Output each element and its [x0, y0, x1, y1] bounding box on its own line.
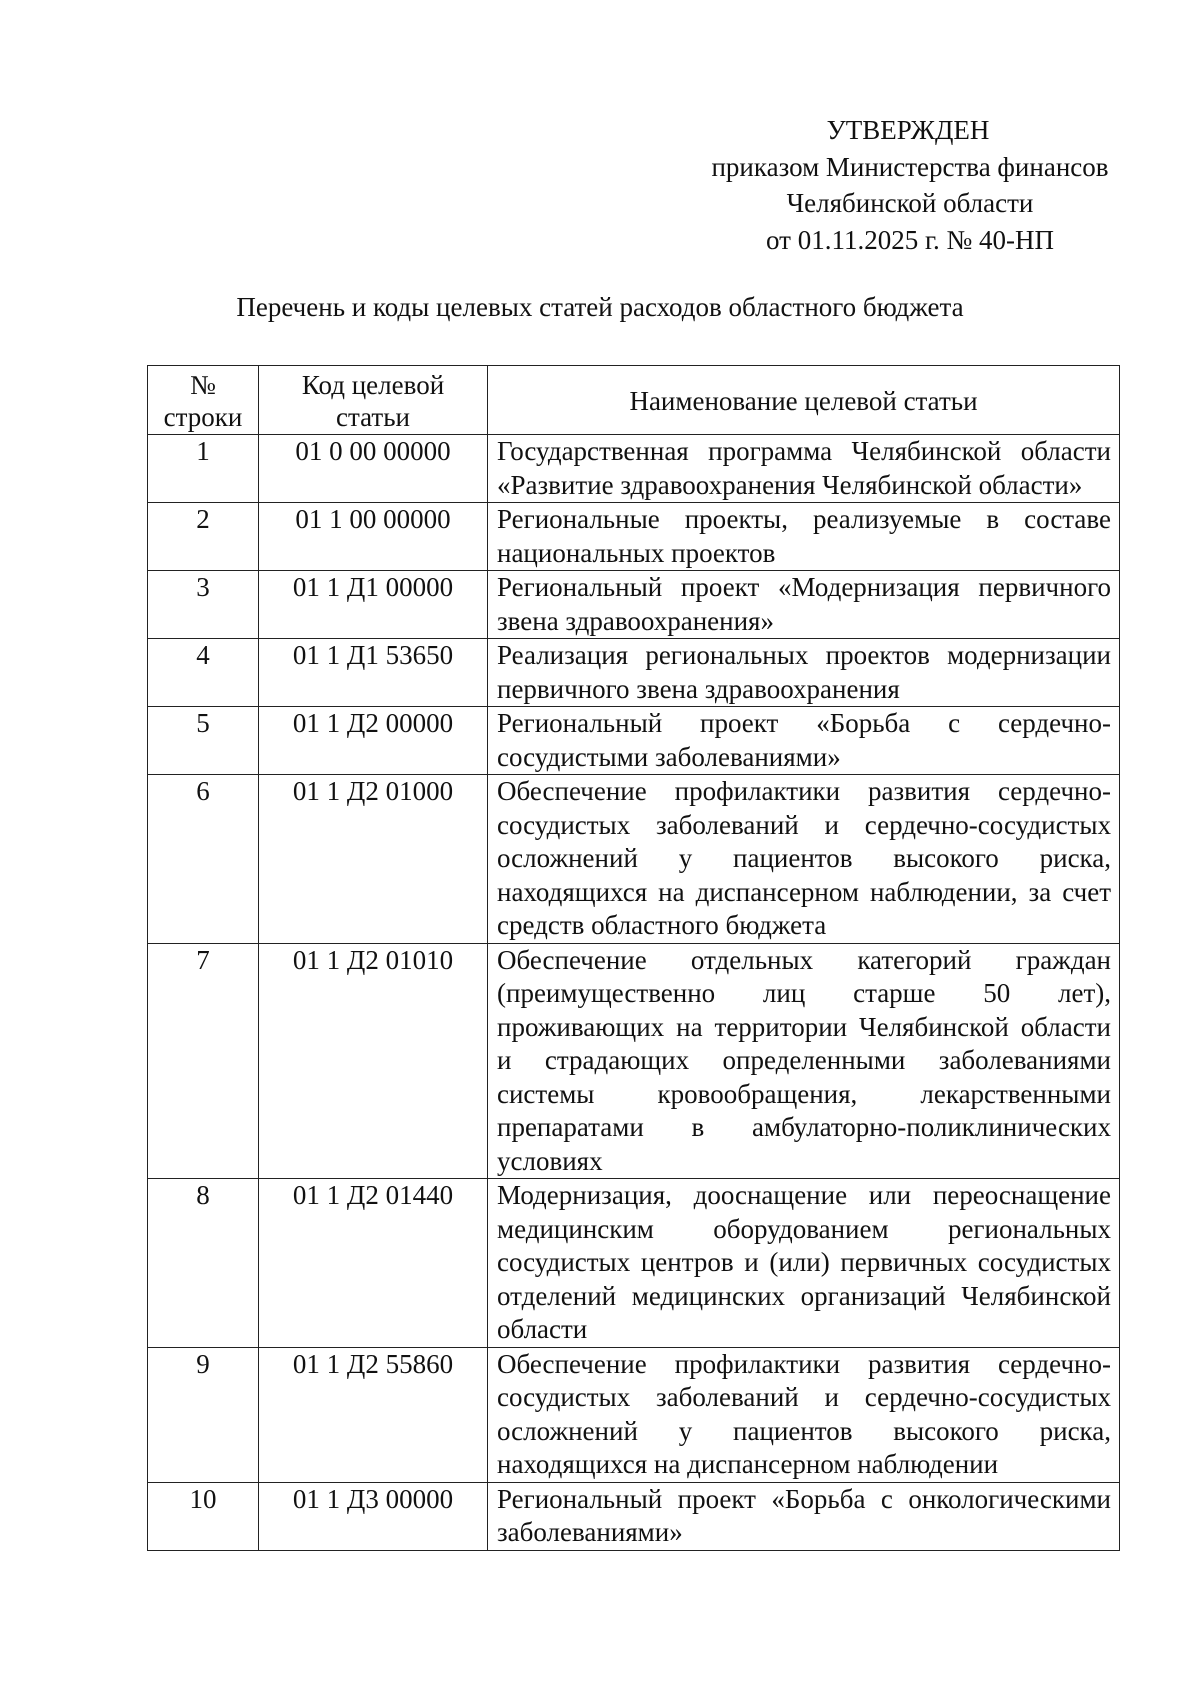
- row-number-cell: 3: [148, 571, 259, 639]
- target-articles-table: [147, 365, 1120, 1551]
- row-name-cell: Региональный проект «Борьба с сердечно-сосудистыми заболеваниями»: [488, 707, 1120, 775]
- row-code-cell: 01 1 00 00000: [259, 503, 488, 571]
- table-row: [148, 943, 1120, 1179]
- table-row: [148, 1179, 1120, 1348]
- row-code-cell: 01 1 Д2 01000: [259, 775, 488, 944]
- approval-order-line: приказом Министерства финансов: [711, 151, 1109, 182]
- row-name-cell: Обеспечение профилактики развития сердечно-сосудистых заболеваний и сердечно-сосудистых осложнений у пациентов высокого риска, находящихся на диспансерном наблюдении: [488, 1347, 1120, 1482]
- header-name: Наименование целевой статьи: [488, 366, 1120, 435]
- row-code-cell: 01 1 Д3 00000: [259, 1482, 488, 1550]
- row-code-cell: 01 1 Д2 01440: [259, 1179, 488, 1348]
- approval-region-line: Челябинской области: [786, 188, 1034, 218]
- row-code-cell: 01 1 Д1 00000: [259, 571, 488, 639]
- row-number-cell: 5: [148, 707, 259, 775]
- table-row: [148, 707, 1120, 775]
- row-name-cell: Региональный проект «Борьба с онкологическими заболеваниями»: [488, 1482, 1120, 1550]
- row-name-cell: Региональные проекты, реализуемые в составе национальных проектов: [488, 503, 1120, 571]
- row-name-cell: Государственная программа Челябинской области «Развитие здравоохранения Челябинской области»: [488, 435, 1120, 503]
- header-row-number-symbol: №: [190, 369, 216, 400]
- row-code-cell: 01 1 Д2 55860: [259, 1347, 488, 1482]
- header-row-number-label: строки: [163, 401, 243, 432]
- row-code-cell: 01 1 Д1 53650: [259, 639, 488, 707]
- row-number-cell: 6: [148, 775, 259, 944]
- table-row: [148, 571, 1120, 639]
- table-row: [148, 639, 1120, 707]
- row-name-cell: Модернизация, дооснащение или переоснащение медицинским оборудованием региональных сосудистых центров и (или) первичных сосудистых отделений медицинских организаций Челябинской области: [488, 1179, 1120, 1348]
- header-code: [259, 366, 488, 435]
- table-body: [148, 435, 1120, 1551]
- table-row: [148, 1482, 1120, 1550]
- approval-stamp: [660, 112, 1160, 258]
- row-number-cell: 9: [148, 1347, 259, 1482]
- row-code-cell: 01 0 00 00000: [259, 435, 488, 503]
- row-number-cell: 8: [148, 1179, 259, 1348]
- table-row: [148, 1347, 1120, 1482]
- table-row: [148, 503, 1120, 571]
- row-number-cell: 4: [148, 639, 259, 707]
- row-code-cell: 01 1 Д2 00000: [259, 707, 488, 775]
- table-row: [148, 775, 1120, 944]
- row-name-cell: Реализация региональных проектов модернизации первичного звена здравоохранения: [488, 639, 1120, 707]
- row-name-cell: Региональный проект «Модернизация первичного звена здравоохранения»: [488, 571, 1120, 639]
- row-number-cell: 7: [148, 943, 259, 1179]
- header-code-line2: статьи: [336, 401, 410, 432]
- document-title: Перечень и коды целевых статей расходов областного бюджета: [236, 292, 964, 322]
- table-header-row: [148, 366, 1120, 435]
- approval-heading: УТВЕРЖДЕН: [826, 115, 990, 145]
- row-number-cell: 2: [148, 503, 259, 571]
- row-name-cell: Обеспечение отдельных категорий граждан (преимущественно лиц старше 50 лет), проживающих на территории Челябинской области и страдающих определенными заболеваниями системы кровообращения, лекарственными препаратами в амбулаторно-поликлинических условиях: [488, 943, 1120, 1179]
- table-row: [148, 435, 1120, 503]
- row-number-cell: 10: [148, 1482, 259, 1550]
- header-code-line1: Код целевой: [301, 369, 445, 400]
- header-row-number: [148, 366, 259, 435]
- approval-date-line: от 01.11.2025 г. № 40-НП: [766, 224, 1054, 255]
- row-name-cell: Обеспечение профилактики развития сердечно-сосудистых заболеваний и сердечно-сосудистых осложнений у пациентов высокого риска, находящихся на диспансерном наблюдении, за счет средств областного бюджета: [488, 775, 1120, 944]
- row-number-cell: 1: [148, 435, 259, 503]
- row-code-cell: 01 1 Д2 01010: [259, 943, 488, 1179]
